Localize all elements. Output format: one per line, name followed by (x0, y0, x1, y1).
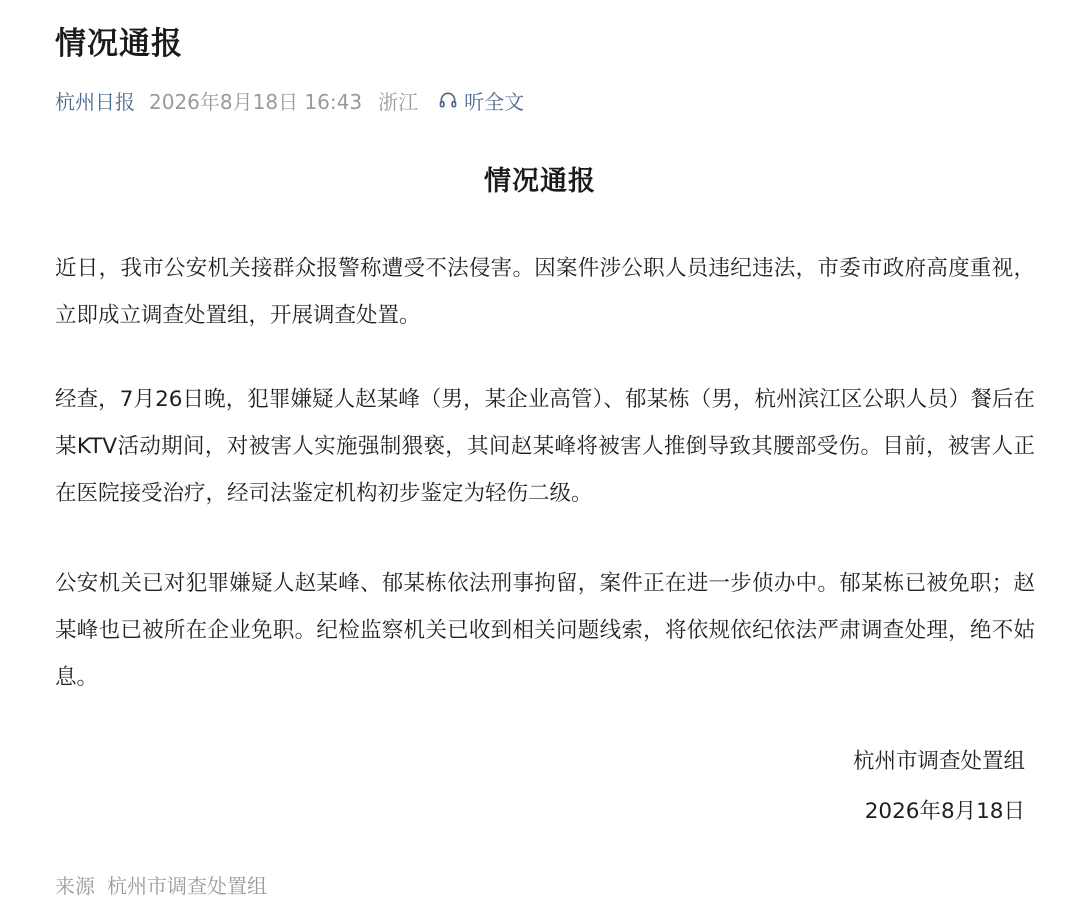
article-meta (55, 84, 524, 116)
paragraph: 经查，7月26日晚，犯罪嫌疑人赵某峰（男，某企业高管）、郁某栋（男，杭州滨江区公职人员）餐后在某KTV活动期间，对被害人实施强制猥亵，其间赵某峰将被害人推倒导致其腰部受伤。目前，被害人正在医院接受治疗，经司法鉴定机构初步鉴定为轻伤二级。 (55, 387, 1035, 506)
document-heading: 情况通报 (484, 166, 596, 197)
paragraph: 近日，我市公安机关接群众报警称遭受不法侵害。因案件涉公职人员违纪违法，市委市政府高度重视，立即成立调查处置组，开展调查处置。 (55, 256, 1035, 328)
publish-datetime: 2026年8月18日 16:43 (149, 89, 363, 114)
listen-label: 听全文 (464, 89, 525, 114)
article-title: 情况通报 (55, 26, 183, 62)
signature-org: 杭州市调查处置组 (852, 749, 1025, 774)
footer-source (55, 868, 267, 904)
footer-source-label: 来源 (55, 874, 95, 898)
listen-button[interactable] (438, 86, 524, 115)
region-label: 浙江 (378, 89, 419, 114)
signature-date: 2026年8月18日 (864, 799, 1025, 824)
footer-source-name: 杭州市调查处置组 (107, 874, 267, 898)
headphones-icon (438, 90, 458, 110)
paragraph: 公安机关已对犯罪嫌疑人赵某峰、郁某栋依法刑事拘留，案件正在进一步侦办中。郁某栋已被免职；赵某峰也已被所在企业免职。纪检监察机关已收到相关问题线索，将依规依纪依法严肃调查处理，绝不姑息。 (55, 571, 1035, 690)
source-link[interactable]: 杭州日报 (55, 89, 135, 114)
